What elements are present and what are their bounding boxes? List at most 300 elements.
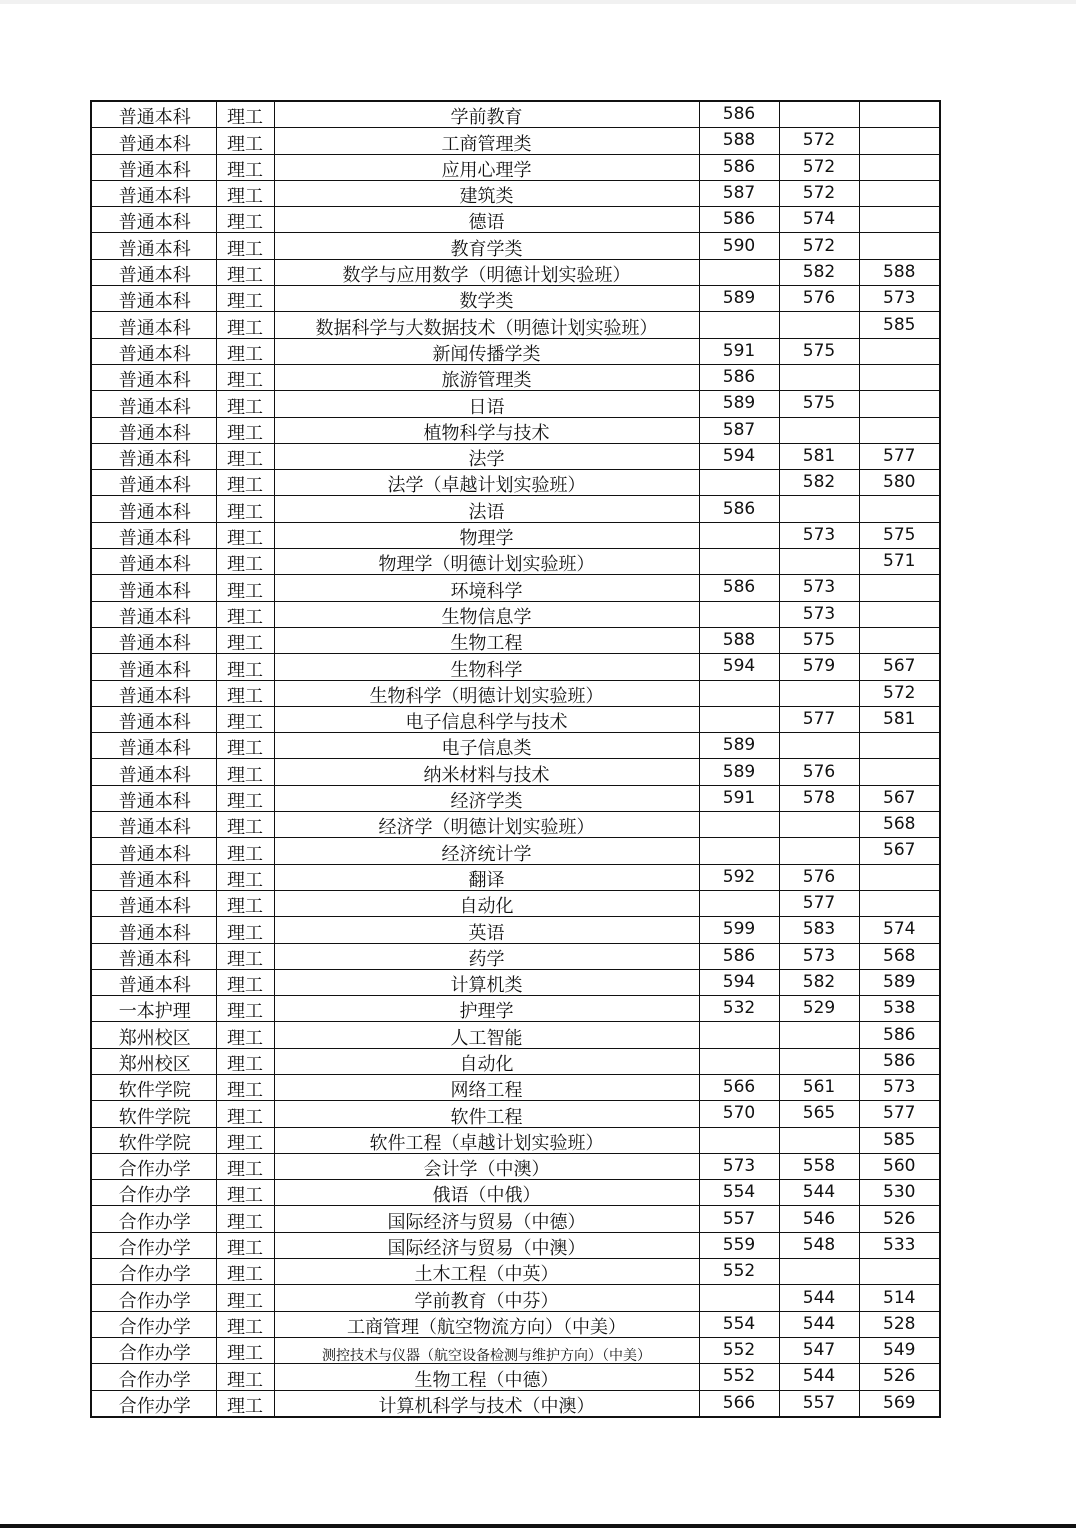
score-cell-1: 594 xyxy=(699,654,779,680)
table-row xyxy=(91,838,940,864)
category-cell: 普通本科 xyxy=(91,785,216,811)
score-cell-1: 588 xyxy=(699,128,779,154)
major-cell: 土木工程（中英） xyxy=(274,1259,699,1285)
category-cell: 普通本科 xyxy=(91,470,216,496)
category-cell: 普通本科 xyxy=(91,522,216,548)
category-cell: 普通本科 xyxy=(91,549,216,575)
table-row xyxy=(91,1127,940,1153)
subject-cell: 理工 xyxy=(216,417,274,443)
score-cell-2: 576 xyxy=(779,286,859,312)
score-cell-3 xyxy=(859,864,940,890)
category-cell: 合作办学 xyxy=(91,1153,216,1179)
table-row xyxy=(91,522,940,548)
score-cell-1: 566 xyxy=(699,1390,779,1417)
score-cell-2 xyxy=(779,1127,859,1153)
score-cell-3 xyxy=(859,207,940,233)
score-cell-2: 557 xyxy=(779,1390,859,1417)
subject-cell: 理工 xyxy=(216,917,274,943)
score-cell-1: 589 xyxy=(699,733,779,759)
category-cell: 普通本科 xyxy=(91,286,216,312)
score-cell-2 xyxy=(779,417,859,443)
subject-cell: 理工 xyxy=(216,101,274,128)
score-cell-3: 574 xyxy=(859,917,940,943)
table-row xyxy=(91,1337,940,1363)
score-cell-3 xyxy=(859,496,940,522)
subject-cell: 理工 xyxy=(216,549,274,575)
score-cell-3 xyxy=(859,128,940,154)
score-cell-2: 572 xyxy=(779,233,859,259)
major-cell: 纳米材料与技术 xyxy=(274,759,699,785)
table-body xyxy=(91,101,940,1417)
category-cell: 普通本科 xyxy=(91,917,216,943)
category-cell: 郑州校区 xyxy=(91,1022,216,1048)
score-cell-2 xyxy=(779,312,859,338)
score-cell-2 xyxy=(779,1022,859,1048)
table-row xyxy=(91,1153,940,1179)
score-cell-2: 582 xyxy=(779,259,859,285)
score-cell-3: 572 xyxy=(859,680,940,706)
score-cell-2 xyxy=(779,549,859,575)
table-row xyxy=(91,575,940,601)
subject-cell: 理工 xyxy=(216,364,274,390)
score-cell-1: 589 xyxy=(699,391,779,417)
subject-cell: 理工 xyxy=(216,1337,274,1363)
score-cell-1: 586 xyxy=(699,496,779,522)
score-cell-1: 586 xyxy=(699,154,779,180)
score-cell-3: 573 xyxy=(859,286,940,312)
score-cell-2: 578 xyxy=(779,785,859,811)
score-cell-3: 581 xyxy=(859,706,940,732)
category-cell: 普通本科 xyxy=(91,812,216,838)
major-cell: 国际经济与贸易（中澳） xyxy=(274,1232,699,1258)
category-cell: 合作办学 xyxy=(91,1259,216,1285)
score-cell-2: 583 xyxy=(779,917,859,943)
subject-cell: 理工 xyxy=(216,1285,274,1311)
table-row xyxy=(91,680,940,706)
subject-cell: 理工 xyxy=(216,233,274,259)
subject-cell: 理工 xyxy=(216,1101,274,1127)
subject-cell: 理工 xyxy=(216,338,274,364)
score-cell-2: 577 xyxy=(779,890,859,916)
subject-cell: 理工 xyxy=(216,470,274,496)
major-cell: 物理学（明德计划实验班） xyxy=(274,549,699,575)
score-cell-1: 591 xyxy=(699,785,779,811)
major-cell: 国际经济与贸易（中德） xyxy=(274,1206,699,1232)
score-cell-2: 573 xyxy=(779,575,859,601)
major-cell: 药学 xyxy=(274,943,699,969)
major-cell: 自动化 xyxy=(274,1048,699,1074)
table-row xyxy=(91,417,940,443)
major-cell: 英语 xyxy=(274,917,699,943)
score-cell-3 xyxy=(859,233,940,259)
major-cell: 护理学 xyxy=(274,996,699,1022)
score-cell-3: 585 xyxy=(859,312,940,338)
score-cell-2 xyxy=(779,812,859,838)
score-cell-3: 526 xyxy=(859,1364,940,1390)
category-cell: 普通本科 xyxy=(91,706,216,732)
subject-cell: 理工 xyxy=(216,1364,274,1390)
subject-cell: 理工 xyxy=(216,312,274,338)
admission-scores-table xyxy=(90,100,941,1418)
major-cell: 学前教育（中芬） xyxy=(274,1285,699,1311)
score-cell-1 xyxy=(699,470,779,496)
score-cell-3: 580 xyxy=(859,470,940,496)
subject-cell: 理工 xyxy=(216,890,274,916)
score-cell-1: 590 xyxy=(699,233,779,259)
category-cell: 郑州校区 xyxy=(91,1048,216,1074)
score-cell-1: 587 xyxy=(699,180,779,206)
table-row xyxy=(91,128,940,154)
major-cell: 网络工程 xyxy=(274,1074,699,1100)
category-cell: 普通本科 xyxy=(91,338,216,364)
score-cell-1 xyxy=(699,890,779,916)
table-row xyxy=(91,549,940,575)
category-cell: 普通本科 xyxy=(91,391,216,417)
score-cell-3: 549 xyxy=(859,1337,940,1363)
score-cell-3 xyxy=(859,601,940,627)
score-cell-1: 552 xyxy=(699,1364,779,1390)
table-row xyxy=(91,996,940,1022)
major-cell: 生物科学 xyxy=(274,654,699,680)
score-cell-2: 529 xyxy=(779,996,859,1022)
subject-cell: 理工 xyxy=(216,286,274,312)
score-cell-3: 589 xyxy=(859,969,940,995)
table-row xyxy=(91,180,940,206)
score-cell-1: 586 xyxy=(699,364,779,390)
table-row xyxy=(91,627,940,653)
category-cell: 普通本科 xyxy=(91,207,216,233)
table-row xyxy=(91,917,940,943)
score-cell-3: 538 xyxy=(859,996,940,1022)
table-row xyxy=(91,1364,940,1390)
category-cell: 普通本科 xyxy=(91,154,216,180)
score-cell-1 xyxy=(699,312,779,338)
table-row xyxy=(91,1022,940,1048)
score-cell-2: 572 xyxy=(779,154,859,180)
score-cell-3: 577 xyxy=(859,443,940,469)
table-row xyxy=(91,864,940,890)
table-row xyxy=(91,364,940,390)
table-row xyxy=(91,1074,940,1100)
major-cell: 生物科学（明德计划实验班） xyxy=(274,680,699,706)
score-cell-2: 544 xyxy=(779,1180,859,1206)
score-cell-3: 567 xyxy=(859,654,940,680)
score-cell-1: 554 xyxy=(699,1311,779,1337)
subject-cell: 理工 xyxy=(216,496,274,522)
category-cell: 普通本科 xyxy=(91,233,216,259)
table-row xyxy=(91,1180,940,1206)
score-cell-2: 579 xyxy=(779,654,859,680)
score-cell-1: 591 xyxy=(699,338,779,364)
score-cell-2: 547 xyxy=(779,1337,859,1363)
major-cell: 法学（卓越计划实验班） xyxy=(274,470,699,496)
category-cell: 普通本科 xyxy=(91,627,216,653)
score-cell-1: 532 xyxy=(699,996,779,1022)
score-cell-3 xyxy=(859,890,940,916)
category-cell: 合作办学 xyxy=(91,1206,216,1232)
major-cell: 工商管理类 xyxy=(274,128,699,154)
category-cell: 一本护理 xyxy=(91,996,216,1022)
score-cell-1: 552 xyxy=(699,1337,779,1363)
major-cell: 生物工程（中德） xyxy=(274,1364,699,1390)
major-cell: 法学 xyxy=(274,443,699,469)
major-cell: 法语 xyxy=(274,496,699,522)
score-cell-2 xyxy=(779,1048,859,1074)
score-cell-2: 576 xyxy=(779,759,859,785)
table-row xyxy=(91,207,940,233)
score-cell-2: 574 xyxy=(779,207,859,233)
category-cell: 普通本科 xyxy=(91,890,216,916)
major-cell: 学前教育 xyxy=(274,101,699,128)
score-cell-2: 575 xyxy=(779,627,859,653)
score-cell-1: 588 xyxy=(699,627,779,653)
category-cell: 普通本科 xyxy=(91,733,216,759)
major-cell: 翻译 xyxy=(274,864,699,890)
score-cell-2 xyxy=(779,101,859,128)
score-cell-2: 581 xyxy=(779,443,859,469)
score-cell-3: 530 xyxy=(859,1180,940,1206)
subject-cell: 理工 xyxy=(216,654,274,680)
category-cell: 合作办学 xyxy=(91,1337,216,1363)
score-cell-1: 557 xyxy=(699,1206,779,1232)
table-row xyxy=(91,601,940,627)
score-cell-1 xyxy=(699,1022,779,1048)
score-cell-1: 589 xyxy=(699,759,779,785)
subject-cell: 理工 xyxy=(216,207,274,233)
major-cell: 新闻传播学类 xyxy=(274,338,699,364)
table-row xyxy=(91,496,940,522)
score-cell-1 xyxy=(699,812,779,838)
score-cell-1: 586 xyxy=(699,101,779,128)
table-row xyxy=(91,101,940,128)
major-cell: 电子信息类 xyxy=(274,733,699,759)
category-cell: 合作办学 xyxy=(91,1364,216,1390)
score-cell-2 xyxy=(779,496,859,522)
score-cell-1: 586 xyxy=(699,943,779,969)
score-cell-1: 599 xyxy=(699,917,779,943)
major-cell: 计算机类 xyxy=(274,969,699,995)
table-row xyxy=(91,1259,940,1285)
score-cell-2: 573 xyxy=(779,601,859,627)
subject-cell: 理工 xyxy=(216,259,274,285)
table-row xyxy=(91,443,940,469)
score-cell-2: 544 xyxy=(779,1364,859,1390)
score-cell-3: 571 xyxy=(859,549,940,575)
category-cell: 普通本科 xyxy=(91,864,216,890)
subject-cell: 理工 xyxy=(216,680,274,706)
major-cell: 经济学类 xyxy=(274,785,699,811)
subject-cell: 理工 xyxy=(216,943,274,969)
score-cell-1: 552 xyxy=(699,1259,779,1285)
subject-cell: 理工 xyxy=(216,785,274,811)
subject-cell: 理工 xyxy=(216,1022,274,1048)
category-cell: 合作办学 xyxy=(91,1285,216,1311)
score-cell-1 xyxy=(699,549,779,575)
major-cell: 会计学（中澳） xyxy=(274,1153,699,1179)
subject-cell: 理工 xyxy=(216,812,274,838)
table-row xyxy=(91,286,940,312)
subject-cell: 理工 xyxy=(216,128,274,154)
major-cell: 电子信息科学与技术 xyxy=(274,706,699,732)
score-cell-2: 582 xyxy=(779,470,859,496)
major-cell: 旅游管理类 xyxy=(274,364,699,390)
score-cell-3: 575 xyxy=(859,522,940,548)
category-cell: 普通本科 xyxy=(91,943,216,969)
table-row xyxy=(91,785,940,811)
category-cell: 合作办学 xyxy=(91,1390,216,1417)
top-edge xyxy=(0,0,1076,4)
score-cell-3: 568 xyxy=(859,943,940,969)
major-cell: 自动化 xyxy=(274,890,699,916)
major-cell: 物理学 xyxy=(274,522,699,548)
score-cell-2 xyxy=(779,364,859,390)
score-cell-2: 558 xyxy=(779,1153,859,1179)
major-cell: 软件工程（卓越计划实验班） xyxy=(274,1127,699,1153)
major-cell: 环境科学 xyxy=(274,575,699,601)
major-cell: 德语 xyxy=(274,207,699,233)
score-cell-1: 573 xyxy=(699,1153,779,1179)
major-cell: 经济统计学 xyxy=(274,838,699,864)
subject-cell: 理工 xyxy=(216,154,274,180)
subject-cell: 理工 xyxy=(216,575,274,601)
table-row xyxy=(91,391,940,417)
score-cell-2 xyxy=(779,680,859,706)
score-cell-1: 586 xyxy=(699,207,779,233)
table-row xyxy=(91,312,940,338)
category-cell: 普通本科 xyxy=(91,312,216,338)
table-row xyxy=(91,1311,940,1337)
major-cell: 工商管理（航空物流方向）（中美） xyxy=(274,1311,699,1337)
score-cell-3: 528 xyxy=(859,1311,940,1337)
score-cell-1 xyxy=(699,838,779,864)
major-cell: 生物信息学 xyxy=(274,601,699,627)
score-cell-3 xyxy=(859,733,940,759)
subject-cell: 理工 xyxy=(216,1390,274,1417)
table-row xyxy=(91,1206,940,1232)
score-cell-3: 514 xyxy=(859,1285,940,1311)
subject-cell: 理工 xyxy=(216,1206,274,1232)
subject-cell: 理工 xyxy=(216,759,274,785)
table-row xyxy=(91,654,940,680)
subject-cell: 理工 xyxy=(216,1180,274,1206)
score-cell-3: 567 xyxy=(859,785,940,811)
major-cell: 俄语（中俄） xyxy=(274,1180,699,1206)
score-cell-3: 568 xyxy=(859,812,940,838)
score-cell-3: 567 xyxy=(859,838,940,864)
major-cell: 软件工程 xyxy=(274,1101,699,1127)
score-cell-3: 588 xyxy=(859,259,940,285)
score-cell-2: 576 xyxy=(779,864,859,890)
score-cell-2: 544 xyxy=(779,1311,859,1337)
table-row xyxy=(91,812,940,838)
table-row xyxy=(91,1232,940,1258)
score-cell-1: 554 xyxy=(699,1180,779,1206)
subject-cell: 理工 xyxy=(216,522,274,548)
score-cell-3 xyxy=(859,338,940,364)
score-cell-1 xyxy=(699,1285,779,1311)
score-cell-1: 592 xyxy=(699,864,779,890)
score-cell-3 xyxy=(859,364,940,390)
subject-cell: 理工 xyxy=(216,627,274,653)
score-cell-3: 526 xyxy=(859,1206,940,1232)
major-cell: 数学与应用数学（明德计划实验班） xyxy=(274,259,699,285)
table-row xyxy=(91,1101,940,1127)
score-cell-2: 565 xyxy=(779,1101,859,1127)
major-cell: 建筑类 xyxy=(274,180,699,206)
score-cell-3: 577 xyxy=(859,1101,940,1127)
score-cell-2: 575 xyxy=(779,338,859,364)
score-cell-1 xyxy=(699,680,779,706)
score-cell-3 xyxy=(859,575,940,601)
score-cell-2: 573 xyxy=(779,522,859,548)
category-cell: 普通本科 xyxy=(91,680,216,706)
score-cell-1: 589 xyxy=(699,286,779,312)
score-cell-2: 561 xyxy=(779,1074,859,1100)
category-cell: 合作办学 xyxy=(91,1232,216,1258)
category-cell: 普通本科 xyxy=(91,364,216,390)
score-cell-3 xyxy=(859,180,940,206)
score-cell-3 xyxy=(859,391,940,417)
subject-cell: 理工 xyxy=(216,443,274,469)
score-cell-2: 548 xyxy=(779,1232,859,1258)
subject-cell: 理工 xyxy=(216,1259,274,1285)
score-cell-3: 573 xyxy=(859,1074,940,1100)
category-cell: 合作办学 xyxy=(91,1311,216,1337)
score-cell-1 xyxy=(699,706,779,732)
subject-cell: 理工 xyxy=(216,1127,274,1153)
score-cell-3 xyxy=(859,759,940,785)
major-cell: 生物工程 xyxy=(274,627,699,653)
major-cell: 应用心理学 xyxy=(274,154,699,180)
score-cell-2: 575 xyxy=(779,391,859,417)
category-cell: 普通本科 xyxy=(91,128,216,154)
table-row xyxy=(91,706,940,732)
score-cell-2: 573 xyxy=(779,943,859,969)
category-cell: 合作办学 xyxy=(91,1180,216,1206)
score-cell-3 xyxy=(859,1259,940,1285)
category-cell: 普通本科 xyxy=(91,654,216,680)
subject-cell: 理工 xyxy=(216,1232,274,1258)
major-cell: 植物科学与技术 xyxy=(274,417,699,443)
subject-cell: 理工 xyxy=(216,969,274,995)
score-cell-3: 586 xyxy=(859,1048,940,1074)
score-cell-3: 533 xyxy=(859,1232,940,1258)
major-cell: 测控技术与仪器（航空设备检测与维护方向）（中美） xyxy=(274,1337,699,1363)
subject-cell: 理工 xyxy=(216,864,274,890)
score-cell-1 xyxy=(699,1048,779,1074)
score-cell-3 xyxy=(859,417,940,443)
table-row xyxy=(91,1048,940,1074)
subject-cell: 理工 xyxy=(216,601,274,627)
category-cell: 普通本科 xyxy=(91,101,216,128)
subject-cell: 理工 xyxy=(216,1311,274,1337)
score-cell-1: 570 xyxy=(699,1101,779,1127)
table-row xyxy=(91,759,940,785)
category-cell: 普通本科 xyxy=(91,259,216,285)
score-cell-3: 569 xyxy=(859,1390,940,1417)
bottom-edge xyxy=(0,1524,1076,1528)
score-cell-1: 587 xyxy=(699,417,779,443)
subject-cell: 理工 xyxy=(216,733,274,759)
major-cell: 人工智能 xyxy=(274,1022,699,1048)
score-cell-2: 544 xyxy=(779,1285,859,1311)
score-cell-1 xyxy=(699,522,779,548)
table-row xyxy=(91,470,940,496)
score-cell-1: 586 xyxy=(699,575,779,601)
score-cell-3: 586 xyxy=(859,1022,940,1048)
subject-cell: 理工 xyxy=(216,1048,274,1074)
table-row xyxy=(91,1390,940,1417)
